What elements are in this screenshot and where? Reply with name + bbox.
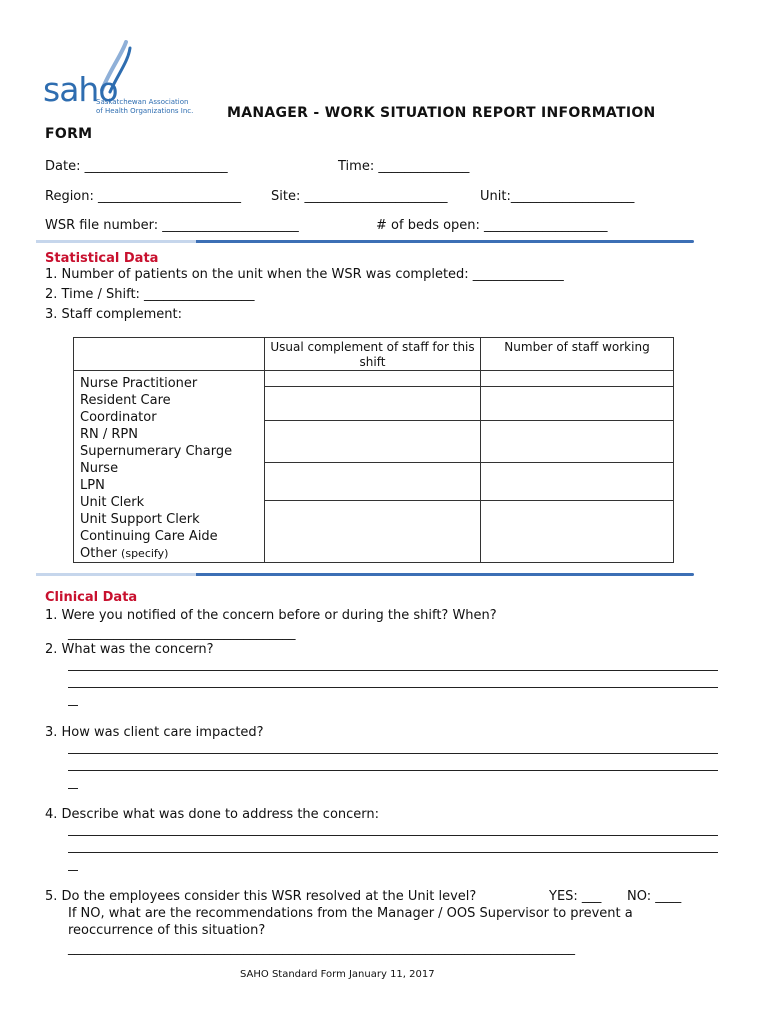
role-item: Unit Support Clerk: [80, 512, 200, 527]
logo-subtitle-line-1: Saskatchewan Association: [96, 98, 189, 106]
resolved-no-field[interactable]: NO: ____: [627, 889, 682, 904]
wsr-file-number-field[interactable]: WSR file number: _____________________: [45, 218, 299, 233]
staff-working-cell[interactable]: [481, 501, 674, 563]
clinical-question-5-followup-2: reoccurrence of this situation?: [68, 923, 266, 938]
role-other-specify: (specify): [121, 547, 169, 560]
footer-text: SAHO Standard Form January 11, 2017: [240, 969, 435, 980]
role-item: LPN: [80, 478, 105, 493]
staff-complement-table: [73, 337, 674, 563]
date-field[interactable]: Date: ______________________: [45, 159, 228, 174]
role-other-label: Other: [80, 546, 122, 561]
answer-line[interactable]: [68, 670, 718, 671]
clinical-question-1-answer-line[interactable]: ___________________________________: [68, 626, 296, 641]
staff-working-cell[interactable]: [481, 421, 674, 463]
statistical-data-heading: Statistical Data: [45, 251, 159, 266]
clinical-question-1: 1. Were you notified of the concern before or during the shift? When?: [45, 608, 497, 623]
table-header-role: [74, 338, 265, 371]
clinical-question-2: 2. What was the concern?: [45, 642, 214, 657]
role-item: Continuing Care Aide: [80, 529, 218, 544]
clinical-data-heading: Clinical Data: [45, 590, 138, 605]
role-item: Coordinator: [80, 410, 157, 425]
answer-line[interactable]: [68, 852, 718, 853]
saho-logo: [40, 40, 200, 124]
usual-complement-cell[interactable]: [265, 387, 481, 421]
clinical-question-4: 4. Describe what was done to address the concern:: [45, 807, 380, 822]
answer-line[interactable]: [68, 770, 718, 771]
role-item: RN / RPN: [80, 427, 138, 442]
table-header-usual-complement: Usual complement of staff for this shift: [265, 338, 481, 371]
role-item: Nurse Practitioner: [80, 376, 198, 391]
region-field[interactable]: Region: ______________________: [45, 189, 242, 204]
form-title-line-1: MANAGER - WORK SITUATION REPORT INFORMATION: [227, 105, 656, 121]
clinical-question-5: 5. Do the employees consider this WSR resolved at the Unit level?: [45, 889, 477, 904]
table-header-staff-working: Number of staff working: [481, 338, 674, 371]
role-item: Unit Clerk: [80, 495, 145, 510]
role-item: Resident Care: [80, 393, 171, 408]
statistical-question-2[interactable]: 2. Time / Shift: _________________: [45, 287, 255, 302]
statistical-question-1[interactable]: 1. Number of patients on the unit when the WSR was completed: ______________: [45, 267, 564, 282]
unit-field[interactable]: Unit:___________________: [480, 189, 635, 204]
resolved-yes-field[interactable]: YES: ___: [549, 889, 602, 904]
usual-complement-cell[interactable]: [265, 463, 481, 501]
clinical-question-5-answer-line[interactable]: ______________________________________________________________________________: [68, 941, 575, 956]
answer-line[interactable]: [68, 687, 718, 688]
beds-open-field[interactable]: # of beds open: ___________________: [376, 218, 608, 233]
answer-line[interactable]: [68, 835, 718, 836]
role-item-other: [80, 545, 264, 562]
role-item: Nurse: [80, 461, 119, 476]
section-divider: [36, 573, 694, 576]
answer-line-end: [68, 788, 78, 789]
role-list: [74, 371, 265, 563]
staff-working-cell[interactable]: [481, 387, 674, 421]
staff-working-cell[interactable]: [481, 463, 674, 501]
clinical-question-5-followup: If NO, what are the recommendations from the Manager / OOS Supervisor to prevent a: [68, 906, 633, 921]
usual-complement-cell[interactable]: [265, 501, 481, 563]
statistical-question-3: 3. Staff complement:: [45, 307, 182, 322]
staff-working-cell[interactable]: [481, 371, 674, 387]
logo-subtitle-line-2: of Health Organizations Inc.: [96, 107, 194, 115]
logo-word: saho: [43, 70, 118, 109]
answer-line-end: [68, 870, 78, 871]
answer-line-end: [68, 705, 78, 706]
usual-complement-cell[interactable]: [265, 421, 481, 463]
form-title-line-2: FORM: [45, 126, 93, 142]
site-field[interactable]: Site: ______________________: [271, 189, 448, 204]
role-item: Supernumerary Charge: [80, 444, 233, 459]
usual-complement-cell[interactable]: [265, 371, 481, 387]
clinical-question-3: 3. How was client care impacted?: [45, 725, 264, 740]
section-divider: [36, 240, 694, 243]
time-field[interactable]: Time: ______________: [338, 159, 470, 174]
logo-subtitle: [96, 98, 193, 116]
answer-line[interactable]: [68, 753, 718, 754]
